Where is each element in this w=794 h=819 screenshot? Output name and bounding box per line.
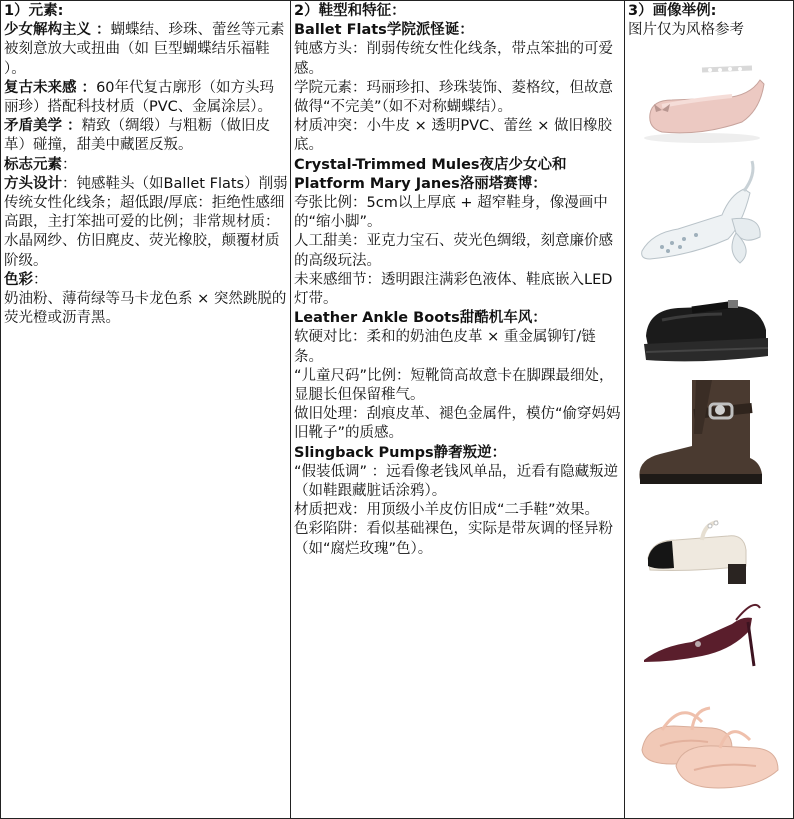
examples-column	[628, 2, 790, 40]
table-border-left	[0, 0, 1, 819]
label-contradiction: 矛盾美学 ：	[4, 118, 82, 135]
section-title-mules-mary-janes: Crystal-Trimmed Mules夜店少女心和Platform Mary Janes洛丽塔赛博：	[294, 156, 567, 192]
text-retro-future: 60年代复古廓形（如方头玛丽珍）搭配科技材质（PVC、金属涂层）。	[4, 79, 275, 116]
shoe-types-header: 2）鞋型和特征：	[294, 3, 406, 19]
elements-paragraph-5	[4, 175, 288, 271]
examples-header: 3）画像举例:	[628, 3, 717, 19]
section-item: 色彩陷阱：看似基础裸色，实际是带灰调的怪异粉（如“腐烂玫瑰”色）。	[294, 521, 613, 557]
elements-paragraph-7	[4, 290, 288, 328]
text-signature-elements: ：	[62, 156, 77, 173]
label-square-toe: 方头设计	[4, 175, 62, 192]
clear-butterfly-heel-image	[632, 155, 772, 270]
black-platform-mary-jane-image	[632, 280, 772, 370]
examples-note: 图片仅为风格参考	[628, 22, 744, 39]
column-divider-2	[624, 0, 625, 819]
section-item: 学院元素：玛丽珍扣、珍珠装饰、菱格纹，但故意做得“不完美”（如不对称蝴蝶结）。	[294, 79, 613, 116]
slingback-pump-icon	[632, 590, 772, 670]
text-colors-colon: ：	[33, 271, 48, 288]
pink-ribbon-flats-image	[632, 690, 782, 805]
label-girl-deconstruction: 少女解构主义 ：	[4, 22, 111, 39]
white-black-mary-jane-image	[632, 510, 772, 590]
two-tone-mary-jane-icon	[632, 510, 772, 590]
elements-paragraph-3	[4, 117, 288, 155]
section-title-ankle-boots: Leather Ankle Boots甜酷机车风：	[294, 310, 547, 327]
elements-paragraph-2	[4, 79, 288, 117]
shoe-types-column	[294, 2, 622, 559]
elements-paragraph-1	[4, 21, 288, 79]
section-item: 钝感方头：削弱传统女性化线条，带点笨拙的可爱感。	[294, 41, 613, 77]
section-item: “儿童尺码”比例：短靴筒高故意卡在脚踝最细处，显腿长但保留稚气。	[294, 367, 614, 404]
elements-paragraph-4	[4, 156, 288, 175]
section-item: 软硬对比：柔和的奶油色皮革 × 重金属铆钉/链条。	[294, 329, 596, 365]
section-title-slingback-pumps: Slingback Pumps静奢叛逆：	[294, 444, 507, 461]
section-item: 人工甜美：亚克力宝石、荧光色绸缎，刻意廉价感的高级玩法。	[294, 233, 613, 269]
label-retro-future: 复古未来感 ：	[4, 79, 97, 96]
text-contradiction: 精致（绸缎）与粗粝（做旧皮革）碰撞，甜美中藏匿反叛。	[4, 118, 271, 154]
elements-column	[4, 2, 288, 328]
ballet-flat-icon	[632, 60, 772, 146]
ankle-boot-icon	[632, 374, 772, 489]
section-item: 材质冲突：小牛皮 × 透明PVC、蕾丝 × 做旧橡胶底。	[294, 118, 613, 154]
column-divider-1	[290, 0, 291, 819]
ribbon-flat-icon	[632, 690, 782, 805]
section-item: 材质把戏：用顶级小羊皮仿旧成“二手鞋”效果。	[294, 502, 600, 519]
burgundy-slingback-image	[632, 590, 772, 670]
section-item: “假装低调” ：远看像老钱风单品，近看有隐藏叛逆（如鞋跟藏脏话涂鸦）。	[294, 463, 619, 500]
label-signature-elements: 标志元素	[4, 156, 62, 173]
label-colors: 色彩	[4, 271, 33, 288]
crystal-mule-icon	[632, 155, 772, 270]
section-item: 夸张比例：5cm以上厚底 + 超窄鞋身，像漫画中的“缩小脚”。	[294, 195, 608, 231]
text-square-toe: ：钝感鞋头（如Ballet Flats）削弱传统女性化线条；超低跟/厚底：拒绝性感细高跟，主打笨拙可爱的比例；非常规材质：水晶网纱、仿旧麂皮、荧光橡胶，颠覆材质阶级。	[4, 175, 288, 269]
section-item: 未来感细节：透明跟注满彩色液体、鞋底嵌入LED灯带。	[294, 271, 613, 308]
pink-ballet-flat-image	[632, 60, 772, 146]
table-border-top	[0, 0, 794, 1]
section-title-ballet-flats: Ballet Flats学院派怪诞：	[294, 22, 474, 39]
elements-paragraph-6	[4, 271, 288, 290]
text-girl-deconstruction: 蝴蝶结、珍珠、蕾丝等元素被刻意放大或扭曲（如 巨型蝴蝶结乐福鞋 ）。	[4, 22, 285, 77]
section-item: 做旧处理：刮痕皮革、褪色金属件，模仿“偷穿妈妈旧靴子”的质感。	[294, 406, 621, 442]
platform-mary-jane-icon	[632, 280, 772, 370]
elements-header: 1）元素:	[4, 3, 64, 19]
text-colors: 奶油粉、薄荷绿等马卡龙色系 × 突然跳脱的荧光橙或沥青黑。	[4, 291, 287, 327]
brown-buckle-ankle-boot-image	[632, 374, 772, 489]
